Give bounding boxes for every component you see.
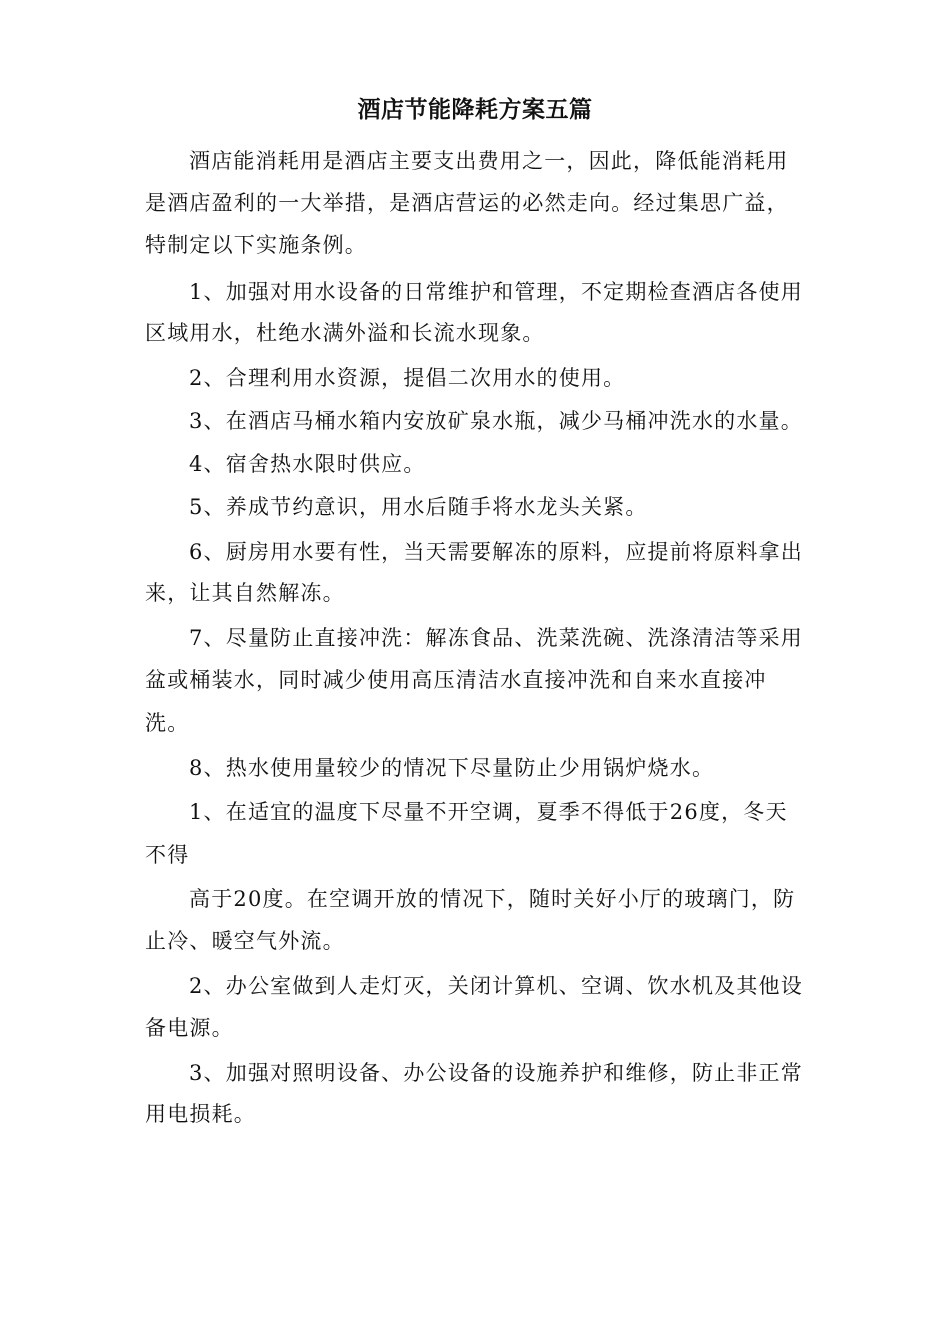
power-item-3-line-2: 用电损耗。 bbox=[145, 1102, 256, 1126]
power-item-1-line-2: 不得 bbox=[145, 843, 190, 867]
power-item-2-line-2: 备电源。 bbox=[145, 1016, 234, 1040]
power-item-1-line-4: 止冷、暖空气外流。 bbox=[145, 929, 345, 953]
power-item-3-line-1: 3、加强对照明设备、办公设备的设施养护和维修，防止非正常 bbox=[189, 1061, 803, 1085]
power-item-1-line-1: 1、在适宜的温度下尽量不开空调，夏季不得低于26度，冬天 bbox=[189, 800, 788, 824]
intro-line-3: 特制定以下实施条例。 bbox=[145, 233, 367, 257]
water-item-1-line-1: 1、加强对用水设备的日常维护和管理，不定期检查酒店各使用 bbox=[189, 280, 803, 304]
water-item-1-line-2: 区域用水，杜绝水满外溢和长流水现象。 bbox=[145, 321, 545, 345]
water-item-8: 8、热水使用量较少的情况下尽量防止少用锅炉烧水。 bbox=[189, 756, 715, 780]
water-item-7-line-3: 洗。 bbox=[145, 711, 190, 735]
power-item-1-line-3: 高于20度。在空调开放的情况下，随时关好小厅的玻璃门，防 bbox=[189, 887, 796, 911]
water-item-5: 5、养成节约意识，用水后随手将水龙头关紧。 bbox=[189, 495, 648, 519]
water-item-7-line-1: 7、尽量防止直接冲洗：解冻食品、洗菜洗碗、洗涤清洁等采用 bbox=[189, 626, 803, 650]
water-item-4: 4、宿舍热水限时供应。 bbox=[189, 452, 426, 476]
water-item-6-line-1: 6、厨房用水要有性，当天需要解冻的原料，应提前将原料拿出 bbox=[189, 540, 803, 564]
document-title: 酒店节能降耗方案五篇 bbox=[357, 97, 593, 123]
power-item-2-line-1: 2、办公室做到人走灯灭，关闭计算机、空调、饮水机及其他设 bbox=[189, 974, 803, 998]
intro-line-2: 是酒店盈利的一大举措，是酒店营运的必然走向。经过集思广益， bbox=[145, 191, 789, 215]
water-item-6-line-2: 来，让其自然解冻。 bbox=[145, 581, 345, 605]
water-item-3: 3、在酒店马桶水箱内安放矿泉水瓶，减少马桶冲洗水的水量。 bbox=[189, 409, 803, 433]
water-item-7-line-2: 盆或桶装水，同时减少使用高压清洁水直接冲洗和自来水直接冲 bbox=[145, 668, 767, 692]
intro-line-1: 酒店能消耗用是酒店主要支出费用之一，因此，降低能消耗用 bbox=[189, 149, 789, 173]
water-item-2: 2、合理利用水资源，提倡二次用水的使用。 bbox=[189, 366, 626, 390]
